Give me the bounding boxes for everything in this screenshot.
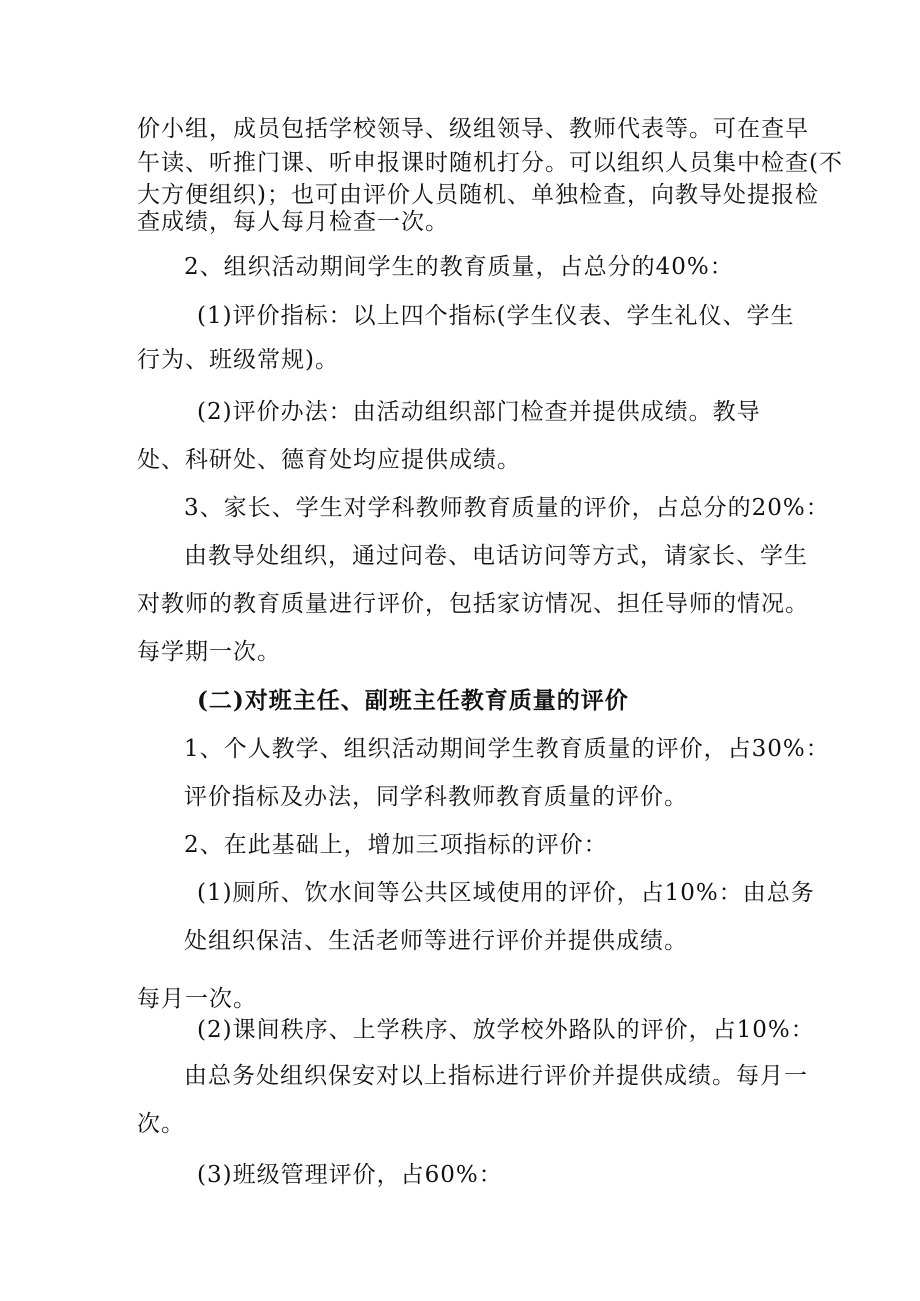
paragraph-line: 大方便组织)；也可由评价人员随机、单独检查，向教导处提报检: [137, 182, 819, 208]
paragraph-line: 2、在此基础上，增加三项指标的评价：: [184, 832, 608, 858]
paragraph-line: 评价指标及办法，同学科教师教育质量的评价。: [184, 784, 688, 810]
paragraph-line: 2、组织活动期间学生的教育质量，占总分的40%：: [184, 254, 734, 280]
paragraph-line: 处、科研处、德育处均应提供成绩。: [137, 447, 521, 473]
paragraph-line: (2)评价办法：由活动组织部门检查并提供成绩。教导: [197, 399, 761, 425]
paragraph-line: 对教师的教育质量进行评价，包括家访情况、担任导师的情况。: [137, 591, 809, 617]
section-heading: (二)对班主任、副班主任教育质量的评价: [197, 687, 629, 714]
paragraph-line: (3)班级管理评价，占60%：: [197, 1162, 503, 1188]
paragraph-line: 次。: [137, 1111, 185, 1137]
paragraph-line: 由总务处组织保安对以上指标进行评价并提供成绩。每月一: [184, 1063, 808, 1089]
paragraph-line: (1)厕所、饮水间等公共区域使用的评价，占10%：由总务: [197, 880, 815, 906]
paragraph-line: 每月一次。: [137, 986, 257, 1012]
paragraph-line: 每学期一次。: [137, 639, 281, 665]
paragraph-line: 午读、听推门课、听申报课时随机打分。可以组织人员集中检查(不: [137, 150, 843, 176]
paragraph-line: (2)课间秩序、上学秩序、放学校外路队的评价，占10%：: [197, 1017, 815, 1043]
paragraph-line: 1、个人教学、组织活动期间学生教育质量的评价，占30%：: [184, 736, 830, 762]
paragraph-line: 3、家长、学生对学科教师教育质量的评价，占总分的20%：: [184, 495, 830, 521]
paragraph-line: 行为、班级常规)。: [137, 347, 339, 373]
paragraph-line: 价小组，成员包括学校领导、级组领导、教师代表等。可在查早: [137, 116, 809, 142]
paragraph-line: 由教导处组织，通过问卷、电话访问等方式，请家长、学生: [184, 543, 808, 569]
paragraph-line: (1)评价指标：以上四个指标(学生仪表、学生礼仪、学生: [197, 303, 795, 329]
paragraph-line: 处组织保洁、生活老师等进行评价并提供成绩。: [184, 928, 688, 954]
paragraph-line: 查成绩，每人每月检查一次。: [137, 209, 449, 235]
